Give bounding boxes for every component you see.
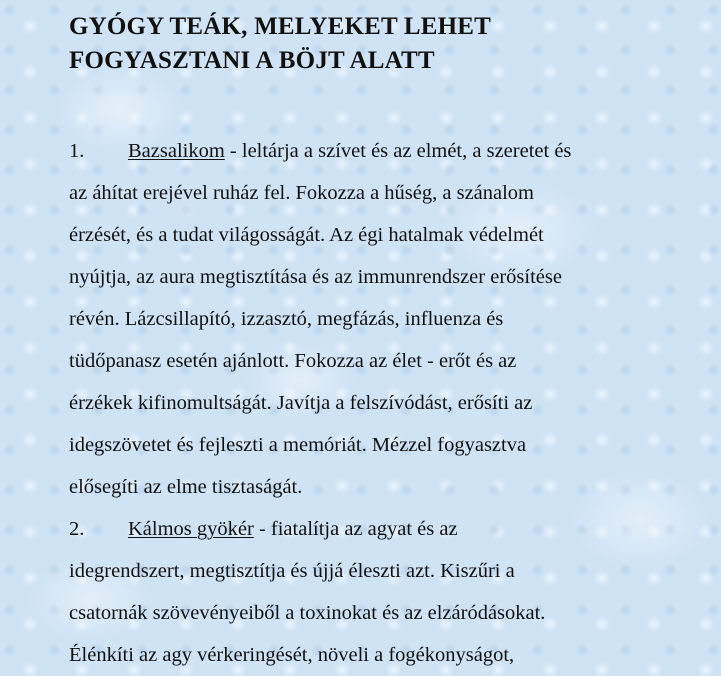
item-text-line: idegrendszert, megtisztítja és újjá éleszti azt. Kiszűri a [69,560,515,582]
item-text-line: Élénkíti az agy vérkeringését, növeli a fogékonyságot, [69,644,515,666]
item-first-line [69,508,669,550]
item-text-line: révén. Lázcsillapító, izzasztó, megfázás, influenza és [69,308,504,330]
item-term: Kálmos gyökér [128,518,254,540]
item-text-line: tüdőpanasz esetén ajánlott. Fokozza az élet - erőt és az [69,350,517,372]
item-number: 1. [69,140,85,162]
item-text-line: elősegíti az elme tisztaságát. [69,476,303,498]
item-term: Bazsalikom [128,140,225,162]
item-number: 2. [69,518,85,540]
title-line-1: GYÓGY TEÁK, MELYEKET LEHET [69,13,491,40]
title-line-2: FOGYASZTANI A BÖJT ALATT [69,47,435,74]
tea-list [69,130,669,676]
item-text-line: érzését, és a tudat világosságát. Az égi hatalmak védelmét [69,224,544,246]
list-item-bazsalikom [69,130,669,508]
item-text-line: az áhítat erejével ruház fel. Fokozza a hűség, a szánalom [69,182,535,204]
item-text-line: csatornák szövevényeiből a toxinokat és az elzáródásokat. [69,602,546,624]
document-content [69,10,669,666]
item-text-line: érzékek kifinomultságát. Javítja a felszívódást, erősíti az [69,392,533,414]
item-first-line [69,130,669,172]
item-text-line: nyújtja, az aura megtisztítása és az immunrendszer erősítése [69,266,562,288]
document-title [69,10,669,78]
item-text: - fiatalítja az agyat és az [253,518,458,540]
item-text: - leltárja a szívet és az elmét, a szeretet és [224,140,572,162]
list-item-kalmos-gyoker [69,508,669,676]
item-text-line: idegszövetet és fejleszti a memóriát. Mézzel fogyasztva [69,434,527,456]
